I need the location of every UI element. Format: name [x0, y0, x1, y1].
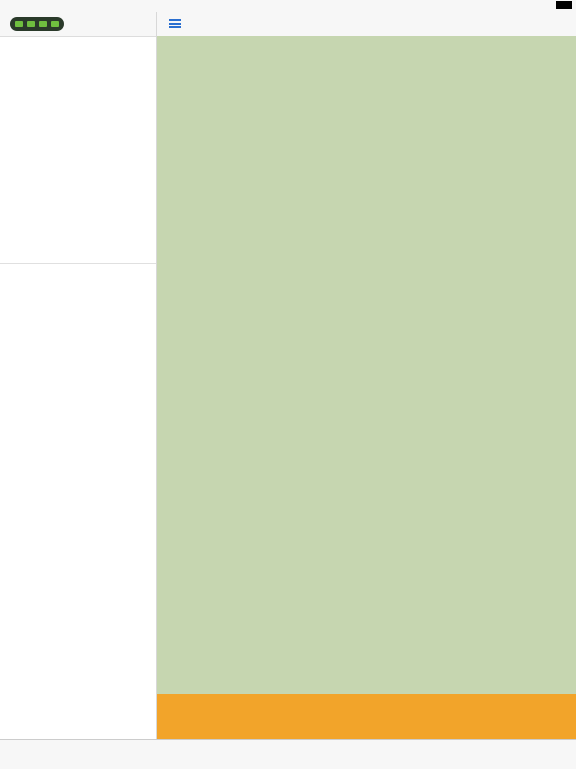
chapter-grid	[0, 37, 156, 264]
reader-pane	[157, 36, 576, 694]
tab-bar	[0, 739, 576, 769]
battery-icon	[556, 1, 572, 9]
book-sidebar	[0, 12, 157, 739]
catalog-header[interactable]	[0, 12, 156, 37]
menu-icon[interactable]	[169, 19, 181, 28]
catalog-icon[interactable]	[10, 17, 64, 31]
battery-indicator	[554, 1, 572, 9]
reader-toolbar	[157, 12, 576, 37]
audio-player	[157, 694, 576, 739]
status-bar	[0, 0, 576, 12]
